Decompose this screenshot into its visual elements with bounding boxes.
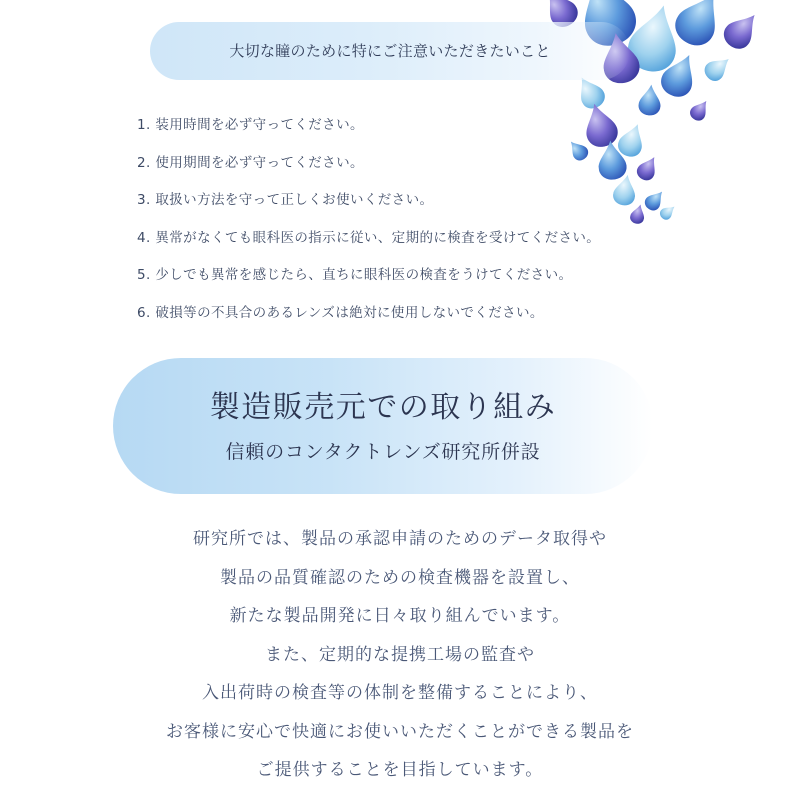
description-line-6: お客様に安心で快適にお使いいただくことができる製品を: [166, 721, 634, 742]
caution-item-6: 6. 破損等の不具合のあるレンズは絶対に使用しないでください。: [137, 304, 544, 321]
caution-heading: 大切な瞳のために特にご注意いただきたいこと: [229, 42, 551, 60]
caution-heading-pill: [150, 22, 630, 80]
description-line-4: また、定期的な提携工場の監査や: [265, 644, 535, 665]
description-line-7: ご提供することを目指しています。: [256, 760, 544, 780]
caution-list: [137, 112, 600, 337]
caution-item-4: 4. 異常がなくても眼科医の指示に従い、定期的に検査を受けてください。: [137, 229, 601, 246]
caution-item-2: 2. 使用期間を必ず守ってください。: [137, 154, 364, 171]
caution-item-5: 5. 少しでも異常を感じたら、直ちに眼科医の検査をうけてください。: [137, 267, 573, 283]
description-line-1: 研究所では、製品の承認申請のためのデータ取得や: [193, 529, 607, 549]
initiative-pill: [113, 358, 653, 494]
initiative-title: 製造販売元での取り組み: [209, 390, 557, 425]
description-line-5: 入出荷時の検査等の体制を整備することにより、: [202, 683, 598, 703]
description-line-3: 新たな製品開発に日々取り組んでいます。: [229, 606, 571, 626]
initiative-description: [0, 520, 800, 790]
caution-item-3: 3. 取扱い方法を守って正しくお使いください。: [137, 192, 434, 208]
caution-item-1: 1. 装用時間を必ず守ってください。: [137, 117, 364, 133]
description-line-2: 製品の品質確認のための検査機器を設置し、: [220, 567, 580, 588]
initiative-subtitle: 信頼のコンタクトレンズ研究所併設: [225, 441, 541, 463]
